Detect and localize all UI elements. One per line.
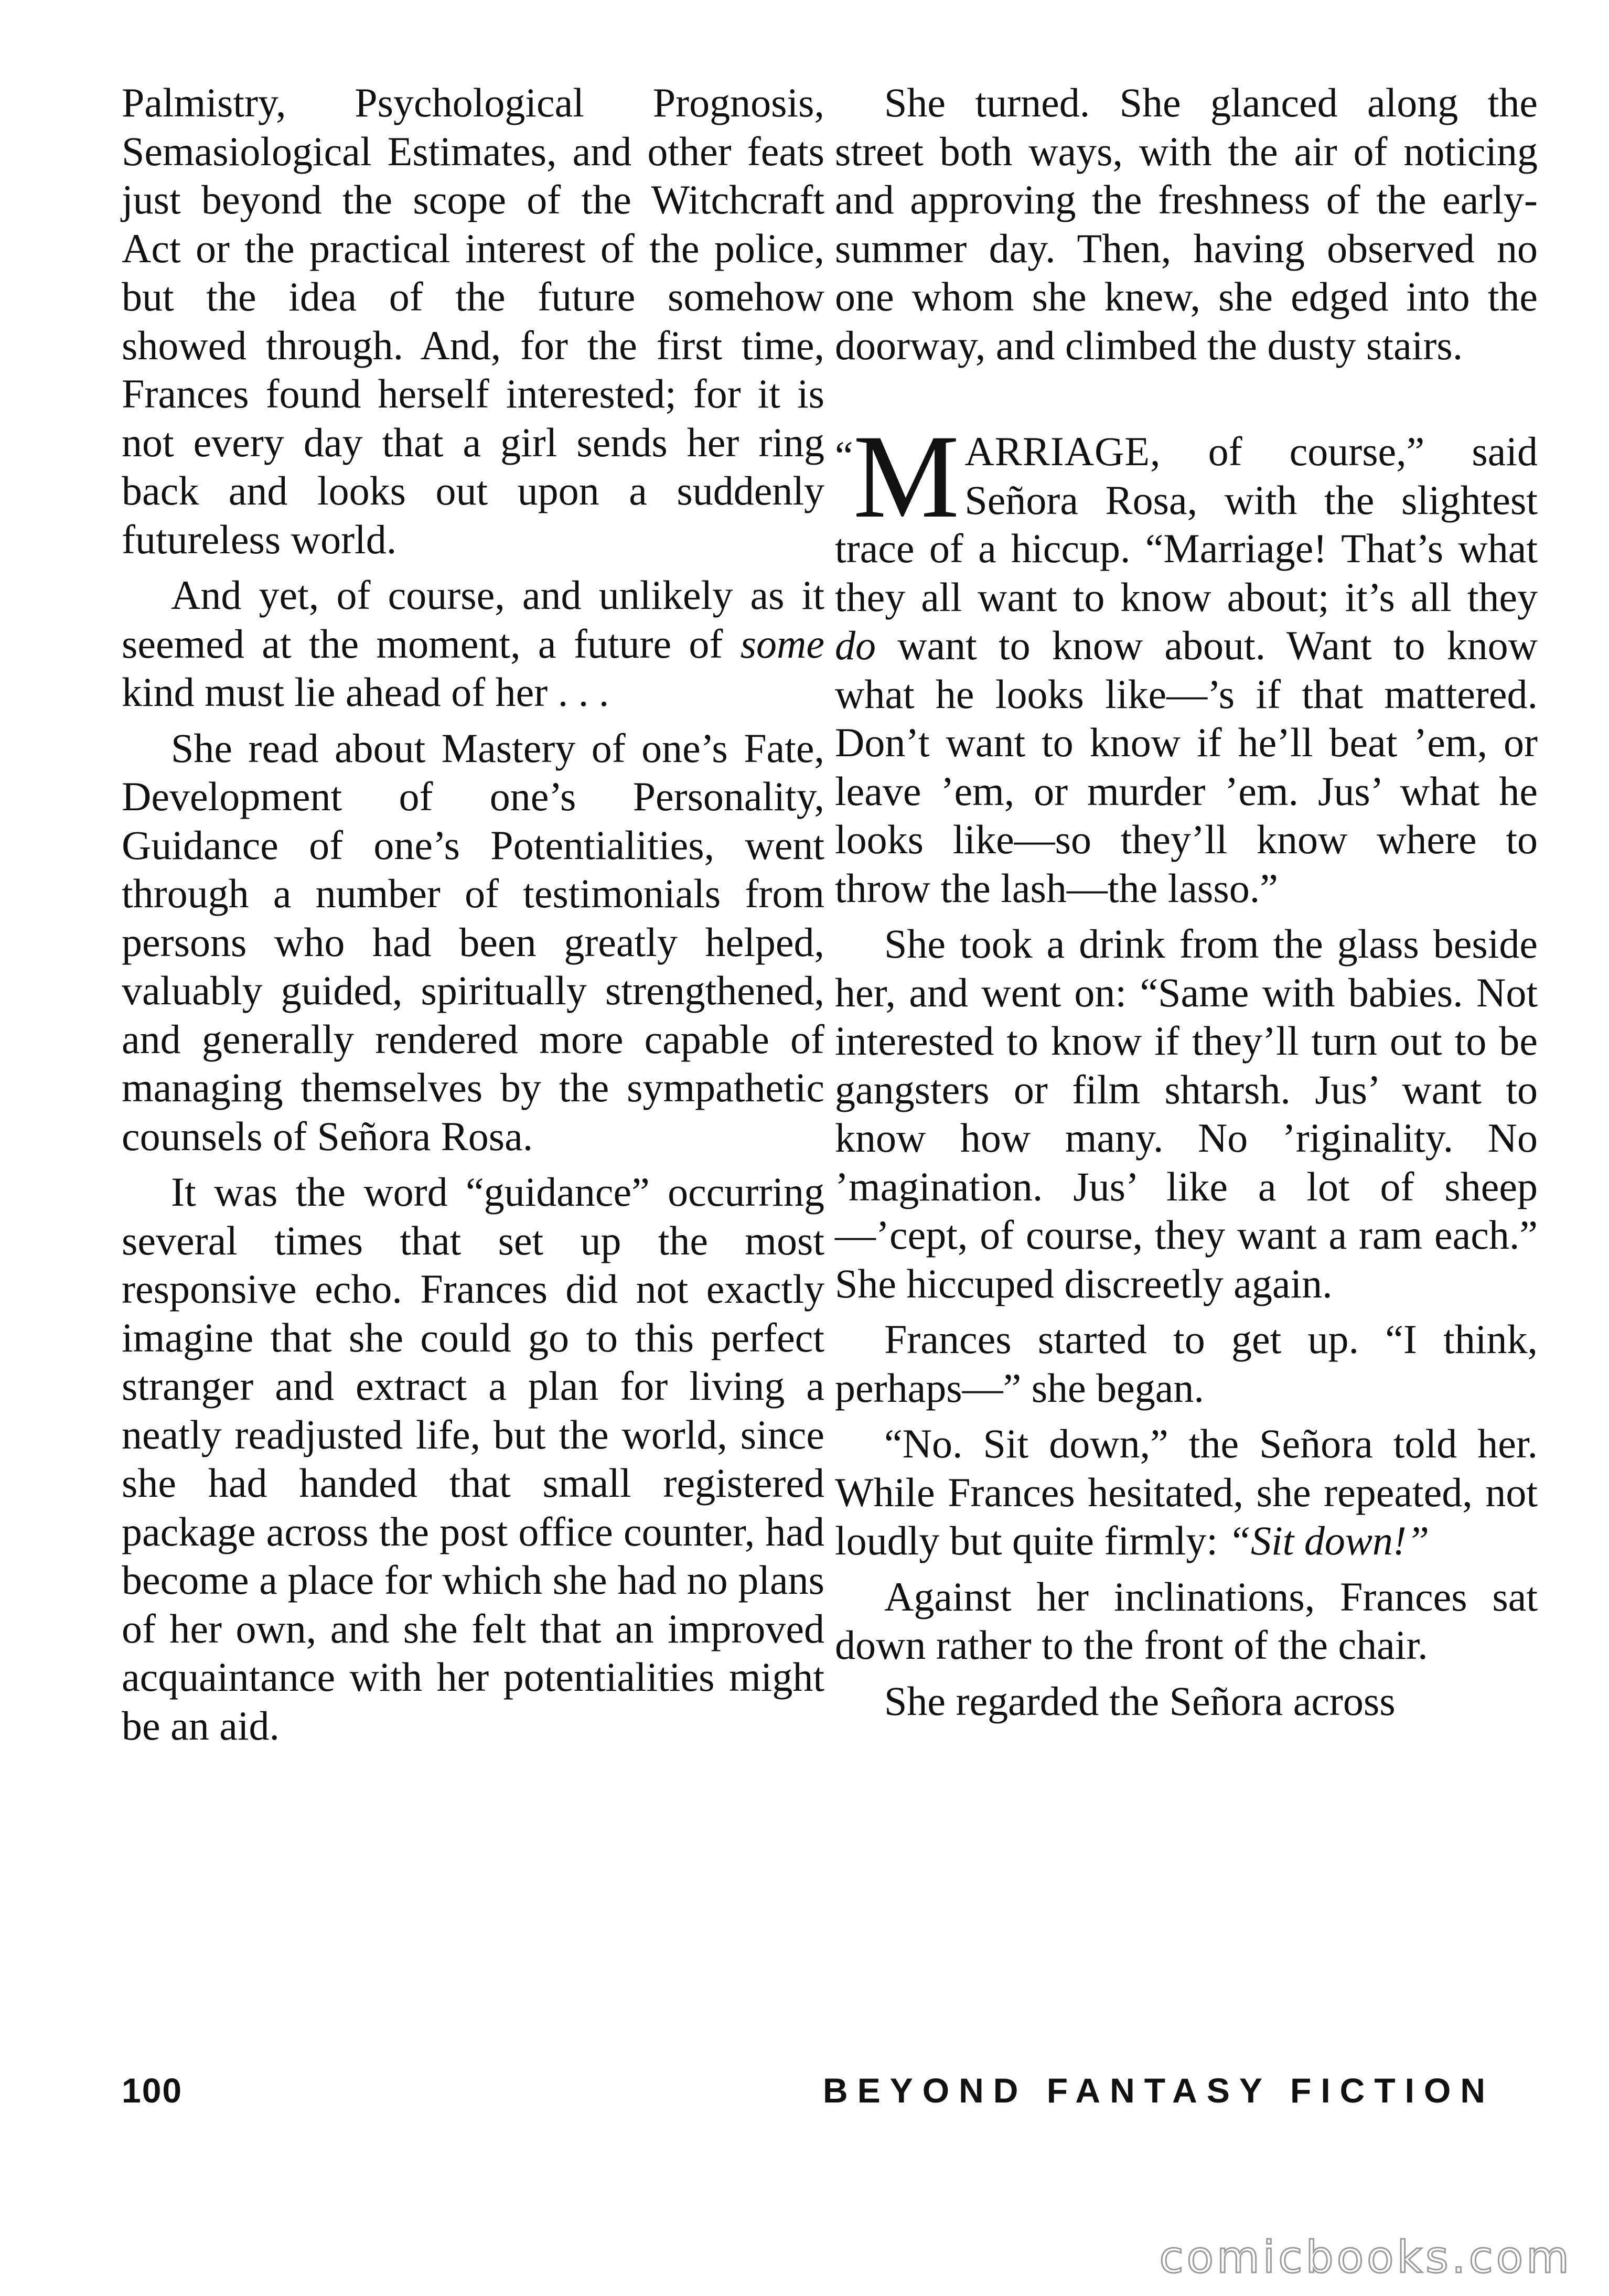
- paragraph: “No. Sit down,” the Señora told her. While Frances hesitated, she repeated, not loudly but quite firmly: “Sit down!”: [835, 1421, 1538, 1563]
- emphasis: do: [835, 623, 876, 668]
- paragraph: She read about Mastery of one’s Fate, Development of one’s Personality, Guidance of one’s Potentialities, went through a number of testimonials from persons who had been greatly helped, valuably guided, spiritually strengthened, and generally rendered more capable of managing themselves by the sympathetic counsels of Señora Rosa.: [122, 725, 824, 1159]
- emphasis: some: [740, 620, 824, 667]
- page-number: 100: [122, 2071, 183, 2110]
- right-text-column: [835, 79, 1538, 1725]
- paragraph: Frances started to get up. “I think, perhaps—” she began.: [835, 1316, 1538, 1411]
- paragraph: She took a drink from the glass beside her, and went on: “Same with babies. Not interested to know if they’ll turn out to be gangsters or film shtarsh. Jus’ want to know how many. No ’riginality. No ’magination. Jus’ like a lot of sheep—’cept, of course, they want a ram each.” She hiccuped discreetly again.: [835, 921, 1538, 1306]
- paragraph: She turned. She glanced along the street both ways, with the air of noticing and approving the freshness of the early-summer day. Then, having observed no one whom she knew, she edged into the doorway, and climbed the dusty stairs.: [835, 80, 1538, 368]
- paragraph: Against her inclinations, Frances sat down rather to the front of the chair.: [835, 1573, 1538, 1668]
- emphasis: “Sit down!”: [1228, 1518, 1430, 1563]
- paragraph: She regarded the Señora across: [884, 1678, 1396, 1724]
- running-footer-title: BEYOND FANTASY FICTION: [823, 2071, 1495, 2110]
- small-caps-lead: ARRIAGE,: [964, 428, 1161, 474]
- paragraph: And yet, of course, and unlikely as it seemed at the moment, a future of some kind must lie ahead of her . . .: [122, 572, 824, 715]
- paragraph: Palmistry, Psychological Prognosis, Semasiological Estimates, and other feats just beyond the scope of the Witchcraft Act or the practical interest of the police, but the idea of the future somehow showed through. And, for the first time, Frances found herself interested; for it is not every day that a girl sends her ring back and looks out upon a suddenly futureless world.: [122, 80, 824, 562]
- drop-cap: “M: [835, 411, 960, 543]
- left-text-column: [122, 79, 824, 1750]
- paragraph: It was the word “guidance” occurring several times that set up the most responsive echo. Frances did not exactly imagine that she could go to this perfect stranger and extract a plan for living a neatly readjusted life, but the world, since she had handed that small registered package across the post office counter, had become a place for which she had no plans of her own, and she felt that an improved acquaintance with her potentialities might be an aid.: [122, 1169, 824, 1748]
- watermark: comicbooks.com: [1159, 2231, 1572, 2283]
- section-opening-paragraph: “M ARRIAGE, of course,” said Señora Rosa, with the slightest trace of a hiccup. “Marriage! That’s what they all want to know about; it’s all they do want to know about. Want to know what he looks like—’s if that mattered. Don’t want to know if he’ll beat ’em, or leave ’em, or murder ’em. Jus’ what he looks like—so they’ll know where to throw the lash—the lasso.”: [835, 411, 1538, 911]
